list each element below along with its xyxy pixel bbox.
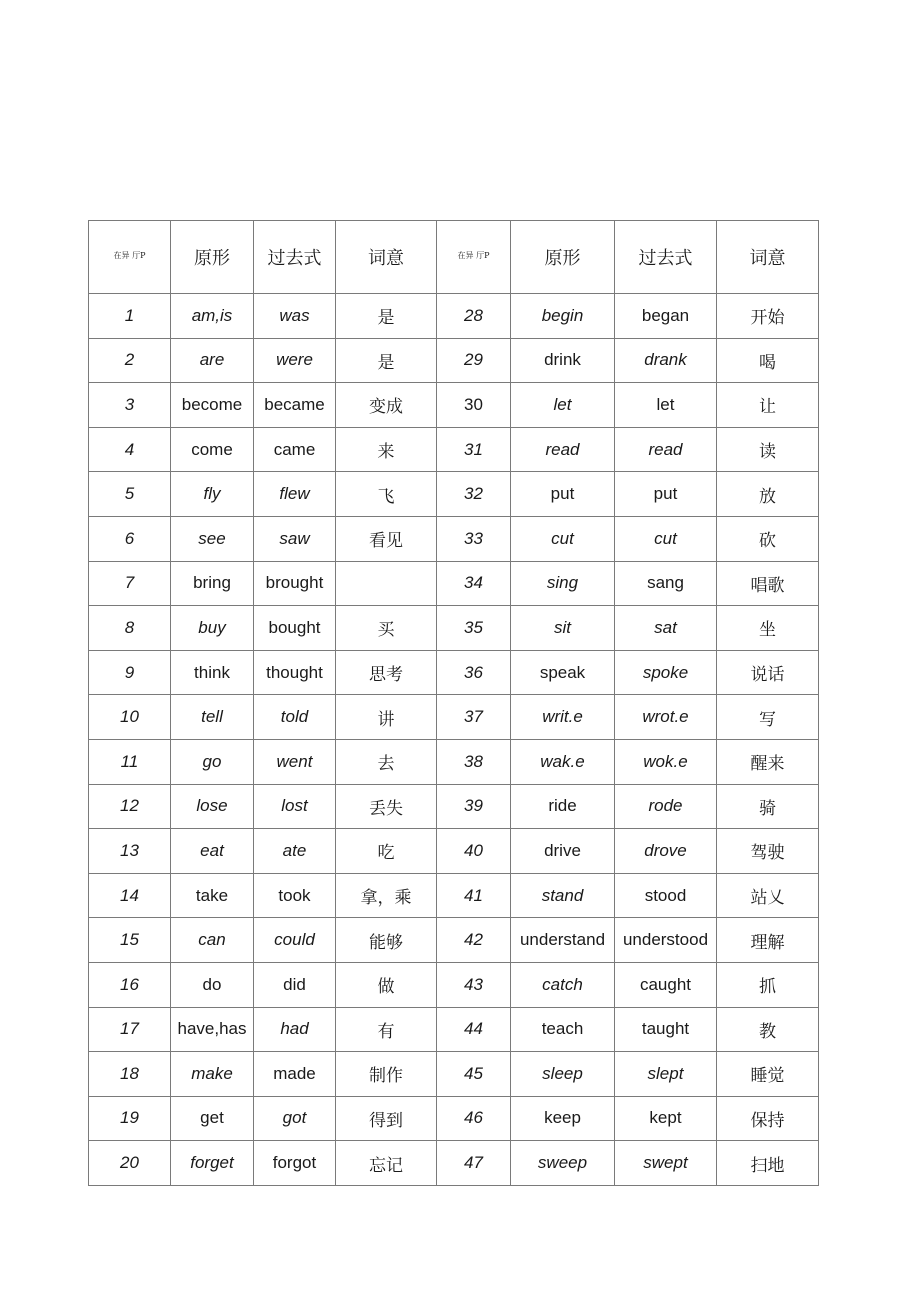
right-number-cell: 31 [437, 427, 511, 472]
right-meaning-cell: 让 [717, 383, 819, 428]
left-number-cell: 8 [89, 606, 171, 651]
left-past-form-cell: was [254, 294, 336, 339]
right-meaning-cell: 唱歌 [717, 561, 819, 606]
table-row [89, 1052, 819, 1097]
header-number-left: 在异 厅P [89, 221, 171, 294]
right-past-form-cell: sat [615, 606, 717, 651]
right-number-cell: 30 [437, 383, 511, 428]
right-number-cell: 37 [437, 695, 511, 740]
right-number-cell: 33 [437, 516, 511, 561]
left-base-form-cell: bring [171, 561, 254, 606]
left-number-cell: 13 [89, 829, 171, 874]
table-row [89, 606, 819, 651]
right-number-cell: 35 [437, 606, 511, 651]
left-base-form-cell: can [171, 918, 254, 963]
left-past-form-cell: became [254, 383, 336, 428]
table-row [89, 294, 819, 339]
left-meaning-cell: 制作 [336, 1052, 437, 1097]
right-number-cell: 40 [437, 829, 511, 874]
right-meaning-cell: 醒来 [717, 739, 819, 784]
left-meaning-cell: 讲 [336, 695, 437, 740]
right-base-form-cell: wak.e [511, 739, 615, 784]
left-past-form-cell: bought [254, 606, 336, 651]
right-meaning-cell: 砍 [717, 516, 819, 561]
table-row [89, 962, 819, 1007]
right-past-form-cell: began [615, 294, 717, 339]
left-meaning-cell: 忘记 [336, 1141, 437, 1186]
right-number-cell: 32 [437, 472, 511, 517]
right-number-cell: 42 [437, 918, 511, 963]
table-row [89, 918, 819, 963]
right-meaning-cell: 开始 [717, 294, 819, 339]
right-number-cell: 28 [437, 294, 511, 339]
right-number-cell: 38 [437, 739, 511, 784]
left-base-form-cell: forget [171, 1141, 254, 1186]
right-past-form-cell: sang [615, 561, 717, 606]
left-base-form-cell: get [171, 1096, 254, 1141]
table-row [89, 1007, 819, 1052]
right-meaning-cell: 保持 [717, 1096, 819, 1141]
right-number-cell: 41 [437, 873, 511, 918]
left-meaning-cell: 丢失 [336, 784, 437, 829]
right-base-form-cell: teach [511, 1007, 615, 1052]
right-past-form-cell: wrot.e [615, 695, 717, 740]
left-past-form-cell: took [254, 873, 336, 918]
right-number-cell: 43 [437, 962, 511, 1007]
left-base-form-cell: think [171, 650, 254, 695]
right-base-form-cell: let [511, 383, 615, 428]
table-row [89, 650, 819, 695]
left-number-cell: 3 [89, 383, 171, 428]
right-meaning-cell: 抓 [717, 962, 819, 1007]
header-meaning-left: 词意 [336, 221, 437, 294]
right-base-form-cell: speak [511, 650, 615, 695]
table-row [89, 873, 819, 918]
left-number-cell: 9 [89, 650, 171, 695]
right-number-cell: 34 [437, 561, 511, 606]
header-past-right: 过去式 [615, 221, 717, 294]
left-base-form-cell: am,is [171, 294, 254, 339]
right-meaning-cell: 理解 [717, 918, 819, 963]
right-past-form-cell: caught [615, 962, 717, 1007]
right-past-form-cell: drove [615, 829, 717, 874]
right-number-cell: 44 [437, 1007, 511, 1052]
left-past-form-cell: made [254, 1052, 336, 1097]
left-meaning-cell: 得到 [336, 1096, 437, 1141]
left-base-form-cell: are [171, 338, 254, 383]
left-past-form-cell: saw [254, 516, 336, 561]
right-past-form-cell: kept [615, 1096, 717, 1141]
left-meaning-cell: 拿，乘 [336, 873, 437, 918]
header-meaning-right: 词意 [717, 221, 819, 294]
right-base-form-cell: sit [511, 606, 615, 651]
left-number-cell: 1 [89, 294, 171, 339]
right-base-form-cell: writ.e [511, 695, 615, 740]
left-base-form-cell: tell [171, 695, 254, 740]
left-base-form-cell: take [171, 873, 254, 918]
left-number-cell: 4 [89, 427, 171, 472]
header-number-right: 在异 厅P [437, 221, 511, 294]
left-number-cell: 19 [89, 1096, 171, 1141]
table-row [89, 1096, 819, 1141]
right-past-form-cell: spoke [615, 650, 717, 695]
left-meaning-cell: 变成 [336, 383, 437, 428]
left-base-form-cell: buy [171, 606, 254, 651]
right-base-form-cell: put [511, 472, 615, 517]
right-meaning-cell: 骑 [717, 784, 819, 829]
right-past-form-cell: drank [615, 338, 717, 383]
left-past-form-cell: told [254, 695, 336, 740]
right-past-form-cell: cut [615, 516, 717, 561]
left-past-form-cell: had [254, 1007, 336, 1052]
right-meaning-cell: 驾驶 [717, 829, 819, 874]
left-number-cell: 12 [89, 784, 171, 829]
right-past-form-cell: understood [615, 918, 717, 963]
table-row [89, 829, 819, 874]
left-base-form-cell: go [171, 739, 254, 784]
header-row [89, 221, 819, 294]
left-number-cell: 6 [89, 516, 171, 561]
left-meaning-cell: 是 [336, 338, 437, 383]
table-row [89, 427, 819, 472]
table-row [89, 516, 819, 561]
table-row [89, 1141, 819, 1186]
left-past-form-cell: lost [254, 784, 336, 829]
table-row [89, 472, 819, 517]
table-row [89, 695, 819, 740]
irregular-verbs-table [88, 220, 819, 1186]
right-past-form-cell: let [615, 383, 717, 428]
left-number-cell: 15 [89, 918, 171, 963]
right-meaning-cell: 读 [717, 427, 819, 472]
table-row [89, 784, 819, 829]
right-past-form-cell: rode [615, 784, 717, 829]
left-meaning-cell: 来 [336, 427, 437, 472]
right-meaning-cell: 坐 [717, 606, 819, 651]
left-past-form-cell: thought [254, 650, 336, 695]
right-base-form-cell: stand [511, 873, 615, 918]
right-past-form-cell: taught [615, 1007, 717, 1052]
left-base-form-cell: become [171, 383, 254, 428]
left-past-form-cell: forgot [254, 1141, 336, 1186]
left-meaning-cell: 有 [336, 1007, 437, 1052]
left-base-form-cell: lose [171, 784, 254, 829]
table-row [89, 739, 819, 784]
table-row [89, 338, 819, 383]
left-meaning-cell: 思考 [336, 650, 437, 695]
left-meaning-cell: 是 [336, 294, 437, 339]
left-past-form-cell: got [254, 1096, 336, 1141]
left-base-form-cell: have,has [171, 1007, 254, 1052]
left-number-cell: 17 [89, 1007, 171, 1052]
right-base-form-cell: drink [511, 338, 615, 383]
left-past-form-cell: came [254, 427, 336, 472]
right-number-cell: 46 [437, 1096, 511, 1141]
left-meaning-cell: 买 [336, 606, 437, 651]
right-base-form-cell: ride [511, 784, 615, 829]
right-past-form-cell: slept [615, 1052, 717, 1097]
left-meaning-cell: 做 [336, 962, 437, 1007]
right-meaning-cell: 喝 [717, 338, 819, 383]
right-base-form-cell: sweep [511, 1141, 615, 1186]
right-base-form-cell: catch [511, 962, 615, 1007]
left-meaning-cell: 飞 [336, 472, 437, 517]
left-number-cell: 18 [89, 1052, 171, 1097]
left-base-form-cell: fly [171, 472, 254, 517]
left-number-cell: 7 [89, 561, 171, 606]
right-past-form-cell: stood [615, 873, 717, 918]
right-past-form-cell: swept [615, 1141, 717, 1186]
left-base-form-cell: make [171, 1052, 254, 1097]
right-number-cell: 29 [437, 338, 511, 383]
left-number-cell: 20 [89, 1141, 171, 1186]
left-past-form-cell: did [254, 962, 336, 1007]
right-meaning-cell: 放 [717, 472, 819, 517]
left-past-form-cell: were [254, 338, 336, 383]
left-base-form-cell: see [171, 516, 254, 561]
right-number-cell: 39 [437, 784, 511, 829]
right-meaning-cell: 写 [717, 695, 819, 740]
right-number-cell: 36 [437, 650, 511, 695]
right-past-form-cell: read [615, 427, 717, 472]
left-number-cell: 5 [89, 472, 171, 517]
left-meaning-cell: 去 [336, 739, 437, 784]
right-base-form-cell: cut [511, 516, 615, 561]
left-meaning-cell: 能够 [336, 918, 437, 963]
right-meaning-cell: 说话 [717, 650, 819, 695]
right-base-form-cell: sleep [511, 1052, 615, 1097]
right-base-form-cell: read [511, 427, 615, 472]
left-past-form-cell: ate [254, 829, 336, 874]
right-past-form-cell: put [615, 472, 717, 517]
table-row [89, 383, 819, 428]
left-number-cell: 16 [89, 962, 171, 1007]
left-number-cell: 10 [89, 695, 171, 740]
right-meaning-cell: 教 [717, 1007, 819, 1052]
right-past-form-cell: wok.e [615, 739, 717, 784]
right-base-form-cell: sing [511, 561, 615, 606]
right-meaning-cell: 扫地 [717, 1141, 819, 1186]
left-past-form-cell: brought [254, 561, 336, 606]
left-base-form-cell: do [171, 962, 254, 1007]
left-number-cell: 11 [89, 739, 171, 784]
header-past-left: 过去式 [254, 221, 336, 294]
right-base-form-cell: understand [511, 918, 615, 963]
left-number-cell: 14 [89, 873, 171, 918]
left-meaning-cell: 看见 [336, 516, 437, 561]
right-number-cell: 47 [437, 1141, 511, 1186]
right-meaning-cell: 睡觉 [717, 1052, 819, 1097]
right-base-form-cell: keep [511, 1096, 615, 1141]
left-number-cell: 2 [89, 338, 171, 383]
left-past-form-cell: went [254, 739, 336, 784]
right-number-cell: 45 [437, 1052, 511, 1097]
right-base-form-cell: begin [511, 294, 615, 339]
left-meaning-cell [336, 561, 437, 606]
left-base-form-cell: eat [171, 829, 254, 874]
left-base-form-cell: come [171, 427, 254, 472]
right-base-form-cell: drive [511, 829, 615, 874]
header-base-left: 原形 [171, 221, 254, 294]
left-past-form-cell: flew [254, 472, 336, 517]
header-base-right: 原形 [511, 221, 615, 294]
left-meaning-cell: 吃 [336, 829, 437, 874]
table-row [89, 561, 819, 606]
left-past-form-cell: could [254, 918, 336, 963]
right-meaning-cell: 站乂 [717, 873, 819, 918]
